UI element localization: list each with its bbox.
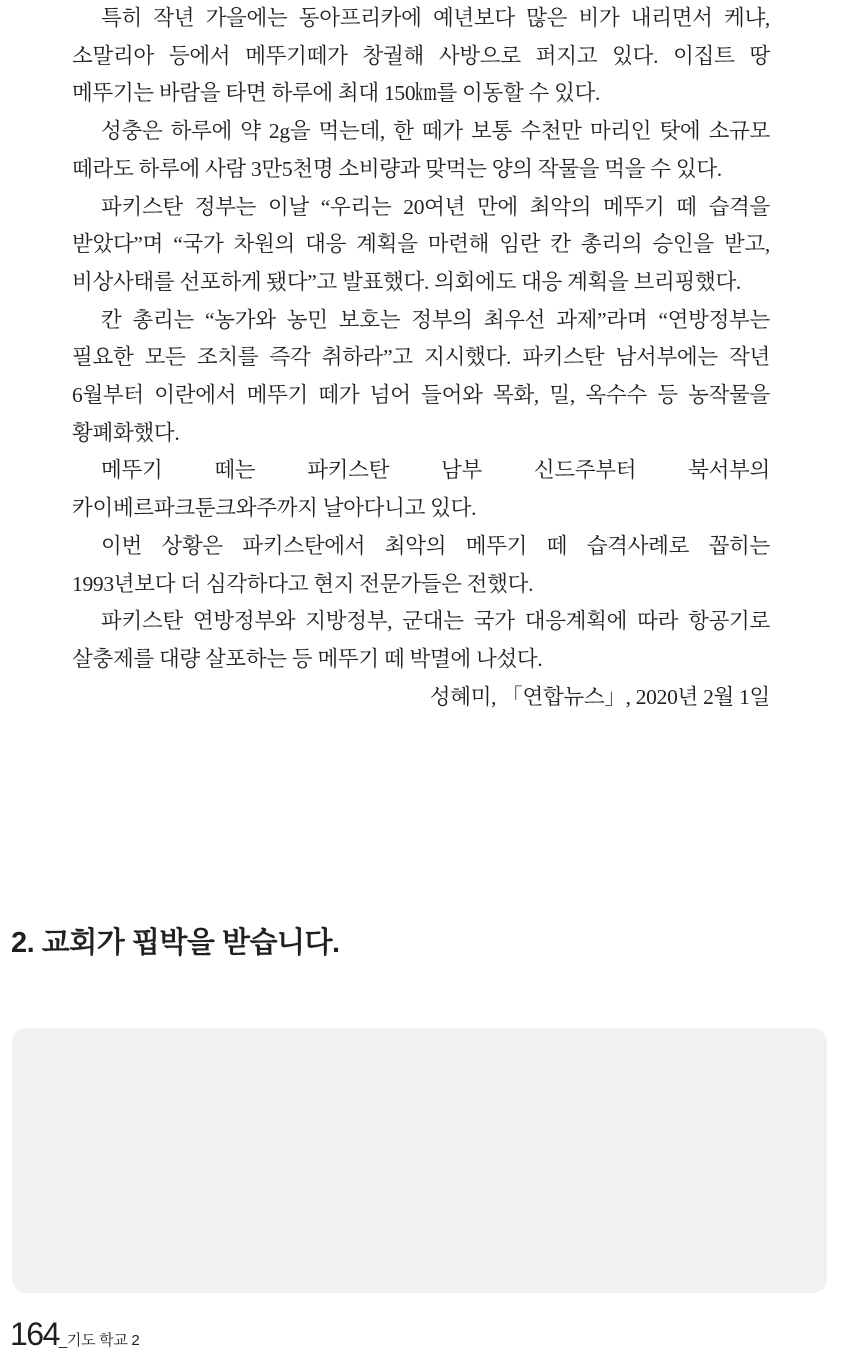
page-footer [10, 1316, 139, 1353]
article-paragraph: 메뚜기 떼는 파키스탄 남부 신드주부터 북서부의 카이베르파크툰크와주까지 날아다니고 있다. [72, 458, 770, 521]
page-number: 164 [10, 1316, 59, 1352]
prayer-note-box[interactable] [12, 1028, 827, 1293]
article-paragraph: 성충은 하루에 약 2g을 먹는데, 한 떼가 보통 수천만 마리인 탓에 소규모 떼라도 하루에 사람 3만5천명 소비량과 맞먹는 양의 작물을 먹을 수 있다. [72, 119, 770, 181]
article-body [72, 0, 770, 716]
section-title: 2. 교회가 핍박을 받습니다. [11, 927, 340, 959]
article-paragraph: 이번 상황은 파키스탄에서 최악의 메뚜기 떼 습격사례로 꼽히는 1993년보다 더 심각하다고 현지 전문가들은 전했다. [72, 533, 770, 596]
article-paragraph: 칸 총리는 “농가와 농민 보호는 정부의 최우선 과제”라며 “연방정부는 필요한 모든 조치를 즉각 취하라”고 지시했다. 파키스탄 남서부에는 작년 6월부터 이란에서 메뚜기 떼가 넘어 들어와 목화, 밀, 옥수수 등 농작물을 황폐화했다. [72, 307, 770, 445]
book-title: _기도 학교 2 [58, 1332, 140, 1349]
article-paragraph: 특히 작년 가을에는 동아프리카에 예년보다 많은 비가 내리면서 케냐, 소말리아 등에서 메뚜기떼가 창궐해 사방으로 퍼지고 있다. 이집트 땅 메뚜기는 바람을 타면 하루에 최대 150㎞를 이동할 수 있다. [72, 6, 770, 106]
article-paragraph: 파키스탄 연방정부와 지방정부, 군대는 국가 대응계획에 따라 항공기로 살충제를 대량 살포하는 등 메뚜기 떼 박멸에 나섰다. [72, 609, 770, 671]
article-paragraph: 파키스탄 정부는 이날 “우리는 20여년 만에 최악의 메뚜기 떼 습격을 받았다”며 “국가 차원의 대응 계획을 마련해 임란 칸 총리의 승인을 받고, 비상사태를 선포하게 됐다”고 발표했다. 의회에도 대응 계획을 브리핑했다. [72, 194, 770, 294]
article-citation: 성혜미, 「연합뉴스」, 2020년 2월 1일 [429, 684, 770, 709]
